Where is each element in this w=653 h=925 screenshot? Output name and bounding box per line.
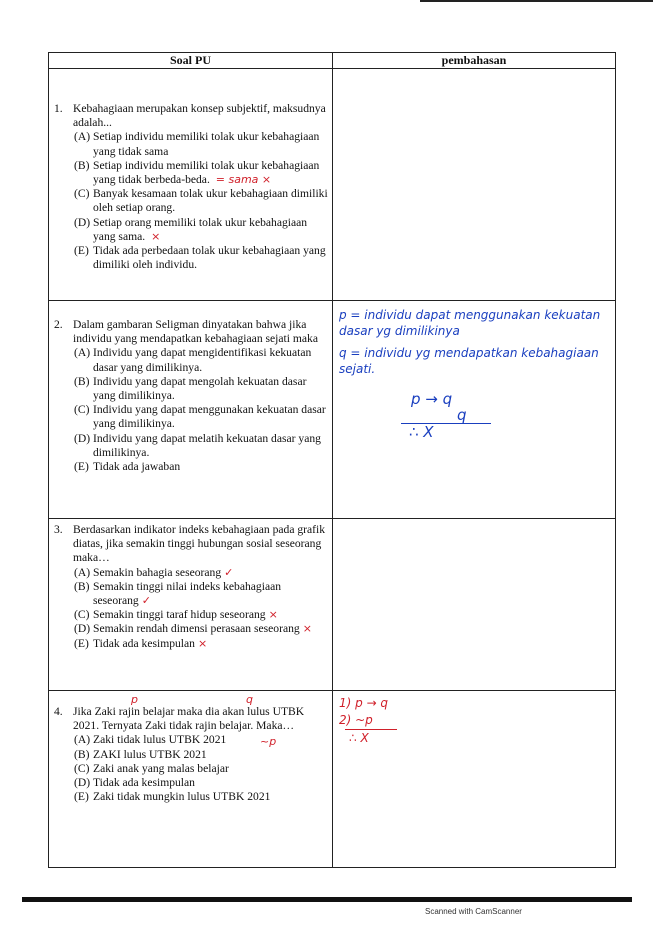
question-row-2 <box>49 301 616 519</box>
worksheet-table <box>48 52 616 868</box>
option-d: (D) Setiap orang memiliki tolak ukur kebahagiaan yang sama. × <box>74 215 308 243</box>
option-b: (B) Semakin tinggi nilai indeks kebahagiaan seseorang ✓ <box>74 579 282 608</box>
note-conclusion: ∴ X <box>409 423 434 441</box>
note-step-2: 2) ~p <box>339 713 373 727</box>
top-edge-line <box>420 0 653 2</box>
question-stem: Dalam gambaran Seligman dinyatakan bahwa jika individu yang mendapatkan kebahagiaan sejati maka <box>73 318 318 346</box>
header-pembahasan: pembahasan <box>333 53 616 69</box>
red-cross-mark: × <box>268 608 278 622</box>
answer-cell-4 <box>333 691 616 868</box>
question-cell-3 <box>49 519 333 691</box>
question-row-1 <box>49 69 616 301</box>
note-p-definition: p = individu dapat menggunakan kekuatan dasar yg dimilikinya <box>339 308 601 338</box>
annotation-p: p <box>131 693 138 706</box>
note-conclusion: ∴ X <box>349 731 369 745</box>
header-row <box>49 53 616 69</box>
option-c: (C) Semakin tinggi taraf hidup seseorang × <box>74 608 278 622</box>
option-d: (D) Semakin rendah dimensi perasaan seseorang × <box>74 622 312 636</box>
question-cell-2 <box>49 301 333 519</box>
option-a: (A) Semakin bahagia seseorang ✓ <box>74 565 234 579</box>
question-number: 3. <box>54 523 63 536</box>
question-number: 4. <box>54 705 63 718</box>
question-row-3 <box>49 519 616 691</box>
option-a: (A) Zaki tidak lulus UTBK 2021 <box>74 733 227 747</box>
option-c: (C) Banyak kesamaan tolak ukur kebahagiaan dimiliki oleh setiap orang. <box>74 187 328 215</box>
answer-cell-1 <box>333 69 616 301</box>
scanner-watermark: Scanned with CamScanner <box>425 907 522 916</box>
option-b: (B) Setiap individu memiliki tolak ukur kebahagiaan yang tidak berbeda-beda. = sama × <box>74 158 320 187</box>
answer-cell-2 <box>333 301 616 519</box>
annotation-q: q <box>246 693 253 706</box>
red-mark: = sama × <box>215 173 272 187</box>
note-implication: p → q <box>411 390 453 408</box>
note-step-1: 1) p → q <box>339 696 389 710</box>
red-cross-mark: × <box>302 622 312 636</box>
option-c: (C) Zaki anak yang malas belajar <box>74 761 229 775</box>
note-q-definition: q = individu yg mendapatkan kebahagiaan sejati. <box>339 346 599 376</box>
red-cross-mark: × <box>197 636 208 650</box>
option-e: (E) Tidak ada jawaban <box>74 460 181 474</box>
option-b: (B) Individu yang dapat mengolah kekuatan dasar yang dimilikinya. <box>74 374 307 403</box>
option-e: (E) Zaki tidak mungkin lulus UTBK 2021 <box>74 790 271 804</box>
question-cell-4 <box>49 691 333 868</box>
option-d: (D) Individu yang dapat melatih kekuatan dasar yang dimilikinya. <box>74 431 321 459</box>
note-q-premise: q <box>457 406 467 424</box>
question-row-4 <box>49 691 616 868</box>
question-cell-1 <box>49 69 333 301</box>
header-soal: Soal PU <box>49 53 333 69</box>
option-d: (D) Tidak ada kesimpulan <box>74 776 195 790</box>
red-check-mark: ✓ <box>141 594 151 608</box>
option-e: (E) Tidak ada perbedaan tolak ukur kebahagiaan yang dimiliki oleh individu. <box>74 244 326 272</box>
question-number: 1. <box>54 102 63 115</box>
question-number: 2. <box>54 318 63 331</box>
question-stem: Berdasarkan indikator indeks kebahagiaan pada grafik diatas, jika semakin tinggi hubungan sosial seseorang maka… <box>73 523 326 565</box>
answer-cell-3 <box>333 519 616 691</box>
option-e: (E) Tidak ada kesimpulan × <box>74 636 208 650</box>
option-b: (B) ZAKI lulus UTBK 2021 <box>74 747 207 761</box>
question-stem: Jika Zaki rajin belajar maka dia akan lulus UTBK 2021. Ternyata Zaki tidak rajin belajar. Maka… <box>73 705 305 733</box>
red-cross-mark: × <box>151 229 161 243</box>
option-c: (C) Individu yang dapat menggunakan kekuatan dasar yang dimilikinya. <box>74 403 326 431</box>
annotation-not-p: ~p <box>260 735 277 748</box>
red-check-mark: ✓ <box>224 565 234 579</box>
bottom-edge-bar <box>22 897 632 902</box>
option-a: (A) Setiap individu memiliki tolak ukur kebahagiaan yang tidak sama <box>74 130 320 158</box>
option-a: (A) Individu yang dapat mengidentifikasi kekuatan dasar yang dimilikinya. <box>74 346 312 374</box>
question-stem: Kebahagiaan merupakan konsep subjektif, maksudnya adalah... <box>73 102 326 130</box>
